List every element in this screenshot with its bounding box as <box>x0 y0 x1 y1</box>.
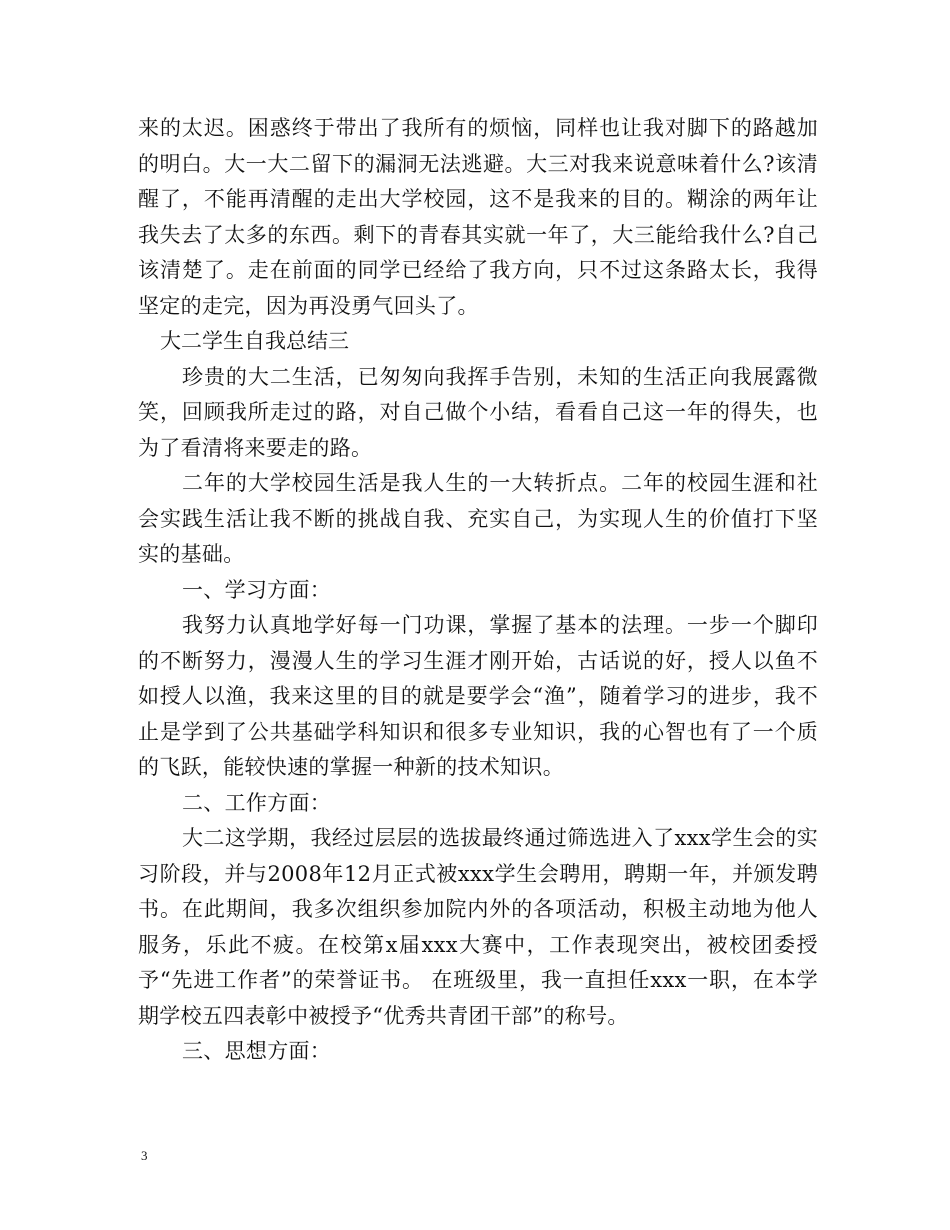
heading-study: 一、学习方面： <box>182 577 332 602</box>
heading-work: 二、工作方面： <box>182 790 332 815</box>
paragraph-turning-point: 二年的大学校园生活是我人生的一大转折点。二年的校园生涯和社会实践生活让我不断的挑战自我、充实自己，为实现人生的价值打下坚实的基础。 <box>138 471 818 566</box>
section-title: 大二学生自我总结三 <box>160 329 349 353</box>
paragraph-study: 我努力认真地学好每一门功课，掌握了基本的法理。一步一个脚印的不断努力，漫漫人生的学习生涯才刚开始，古话说的好，授人以鱼不如授人以渔，我来这里的目的就是要学会“渔”，随着学习的进步，我不止是学到了公共基础学科知识和很多专业知识，我的心智也有了一个质的飞跃，能较快速的掌握一种新的技术知识。 <box>138 613 818 779</box>
paragraph-work: 大二这学期，我经过层层的选拔最终通过筛选进入了xxx学生会的实习阶段，并与2008年12月正式被xxx学生会聘用，聘期一年，并颁发聘书。在此期间，我多次组织参加院内外的各项活动，积极主动地为他人服务，乐此不疲。在校第x届xxx大赛中，工作表现突出，被校团委授予“先进工作者”的荣誉证书。 在班级里，我一直担任xxx一职，在本学期学校五四表彰中被授予“优秀共青团干部”的称号。 <box>138 826 818 1028</box>
heading-thought: 三、思想方面： <box>182 1039 332 1063</box>
intro-paragraph: 来的太迟。困惑终于带出了我所有的烦恼，同样也让我对脚下的路越加的明白。大一大二留下的漏洞无法逃避。大三对我来说意味着什么?该清醒了，不能再清醒的走出大学校园，这不是我来的目的。糊涂的两年让我失去了太多的东西。剩下的青春其实就一年了，大三能给我什么?自己该清楚了。走在前面的同学已经给了我方向，只不过这条路太长，我得坚定的走完，因为再没勇气回头了。 <box>138 116 818 318</box>
paragraph-farewell: 珍贵的大二生活，已匆匆向我挥手告别，未知的生活正向我展露微笑，回顾我所走过的路，对自己做个小结，看看自己这一年的得失，也为了看清将来要走的路。 <box>138 364 818 460</box>
page-number: 3 <box>141 1148 148 1163</box>
document-body <box>138 111 818 1070</box>
